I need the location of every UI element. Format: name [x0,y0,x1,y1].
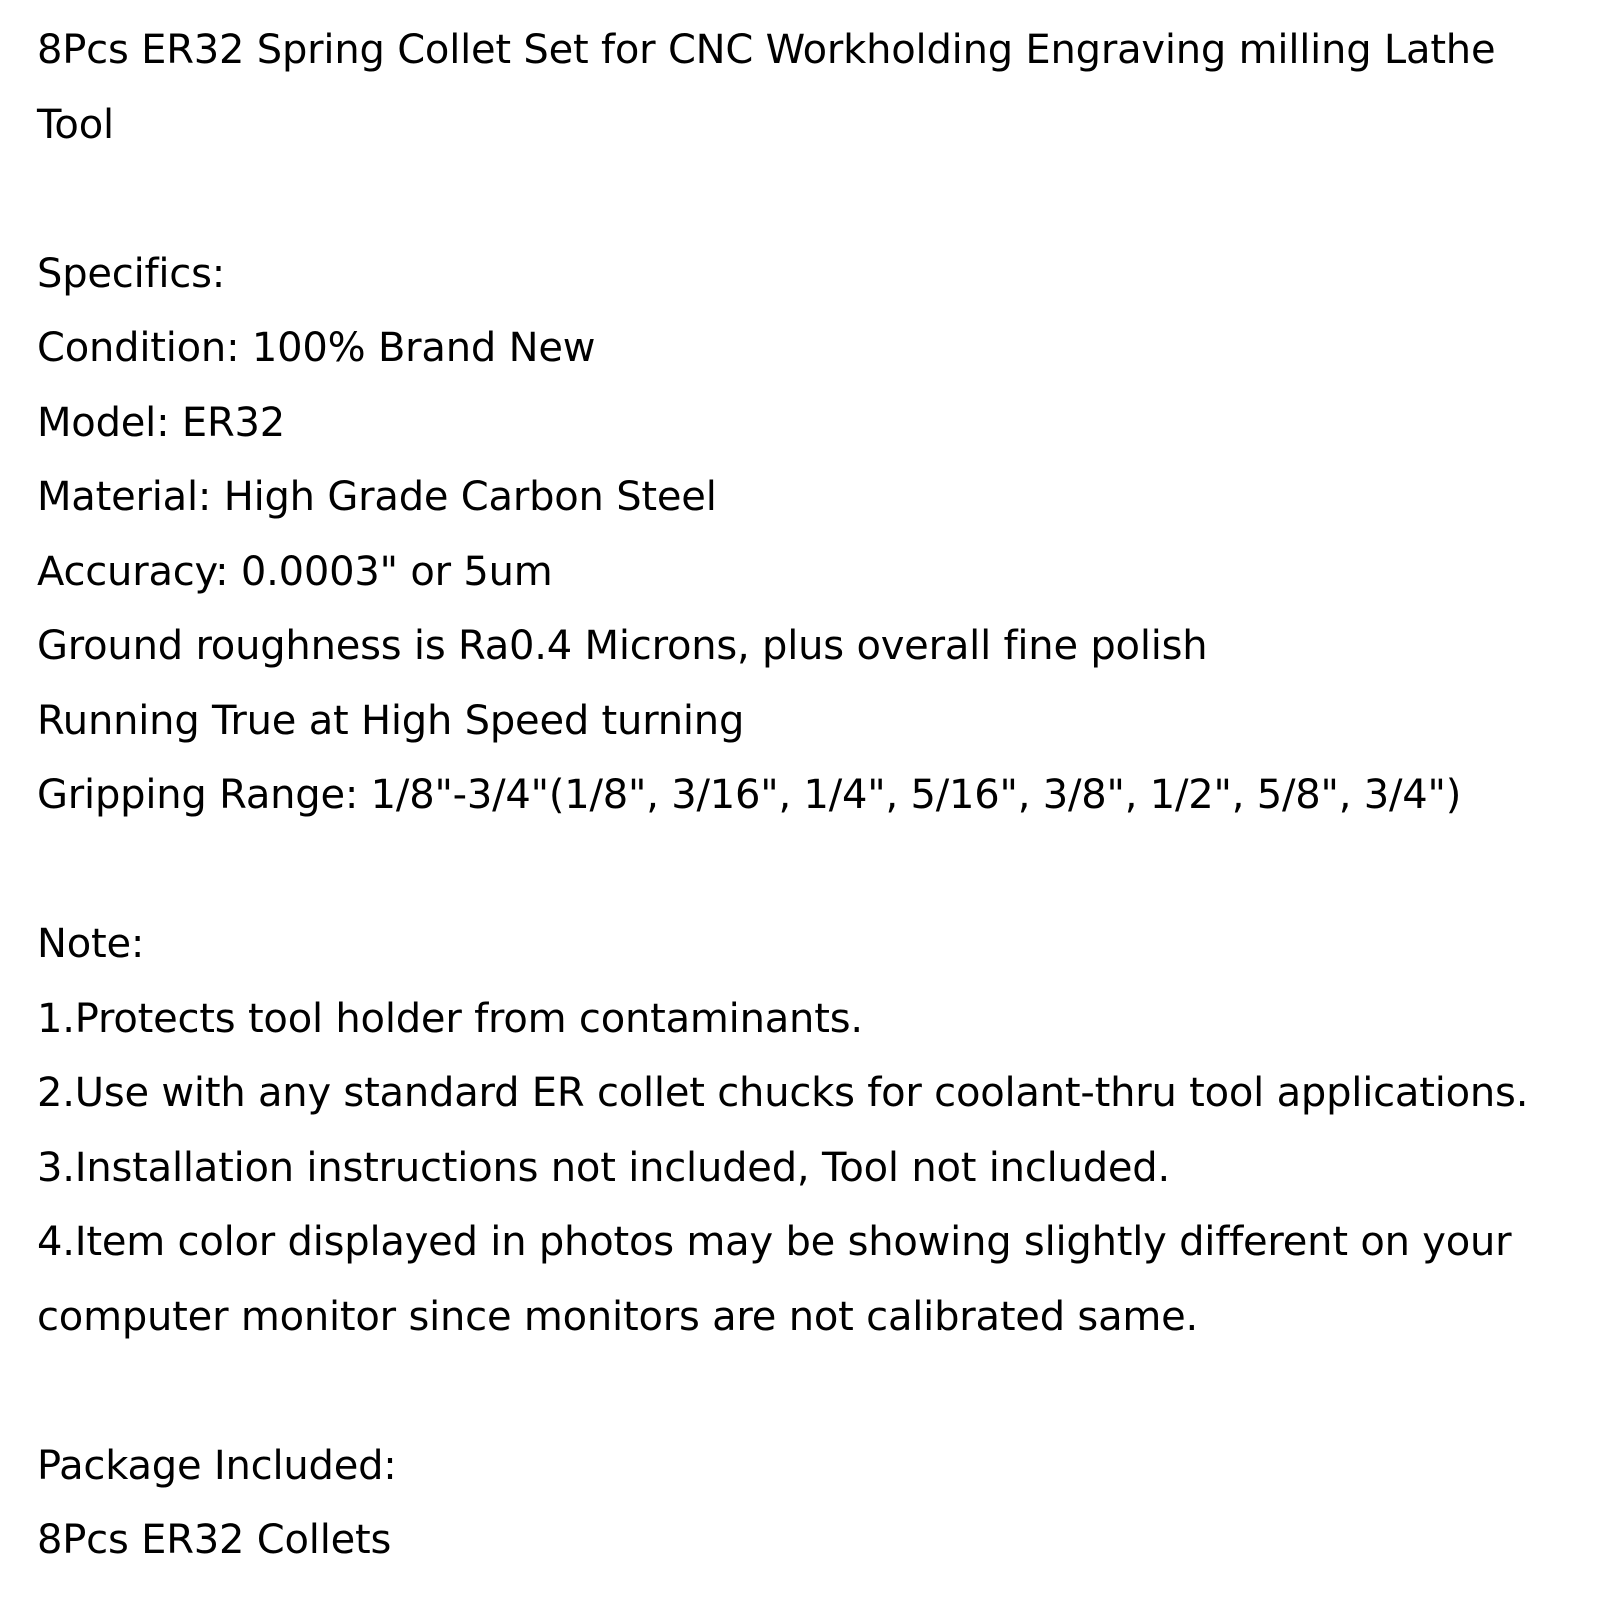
spec-running: Running True at High Speed turning [37,697,745,744]
spacer [37,162,1577,237]
spec-roughness: Ground roughness is Ra0.4 Microns, plus overall fine polish [37,623,1208,669]
spec-gripping-range: Gripping Range: 1/8"-3/4"(1/8", 3/16", 1/4", 5/16", 3/8", 1/2", 5/8", 3/4") [37,772,1462,818]
title-line-2: Tool [37,101,114,148]
spec-material: Material: High Grade Carbon Steel [37,474,717,520]
product-description [37,13,1577,1578]
note-item-1: 1.Protects tool holder from contaminants. [37,995,863,1042]
package-item: 8Pcs ER32 Collets [37,1517,392,1563]
specifics-heading: Specifics: [37,250,226,297]
note-heading: Note: [37,921,145,967]
title-line-1: 8Pcs ER32 Spring Collet Set for CNC Workholding Engraving milling Lathe [37,27,1496,73]
spec-model: Model: ER32 [37,399,286,446]
package-heading: Package Included: [37,1442,397,1489]
spec-accuracy: Accuracy: 0.0003" or 5um [37,548,553,595]
note-item-2: 2.Use with any standard ER collet chucks for coolant-thru tool applications. [37,1070,1529,1116]
note-item-3: 3.Installation instructions not included, Tool not included. [37,1144,1171,1191]
note-item-4-continued: computer monitor since monitors are not calibrated same. [37,1293,1199,1340]
spacer [37,833,1577,908]
note-item-4: 4.Item color displayed in photos may be showing slightly different on your [37,1219,1512,1265]
spec-condition: Condition: 100% Brand New [37,325,596,371]
spacer [37,1354,1577,1429]
